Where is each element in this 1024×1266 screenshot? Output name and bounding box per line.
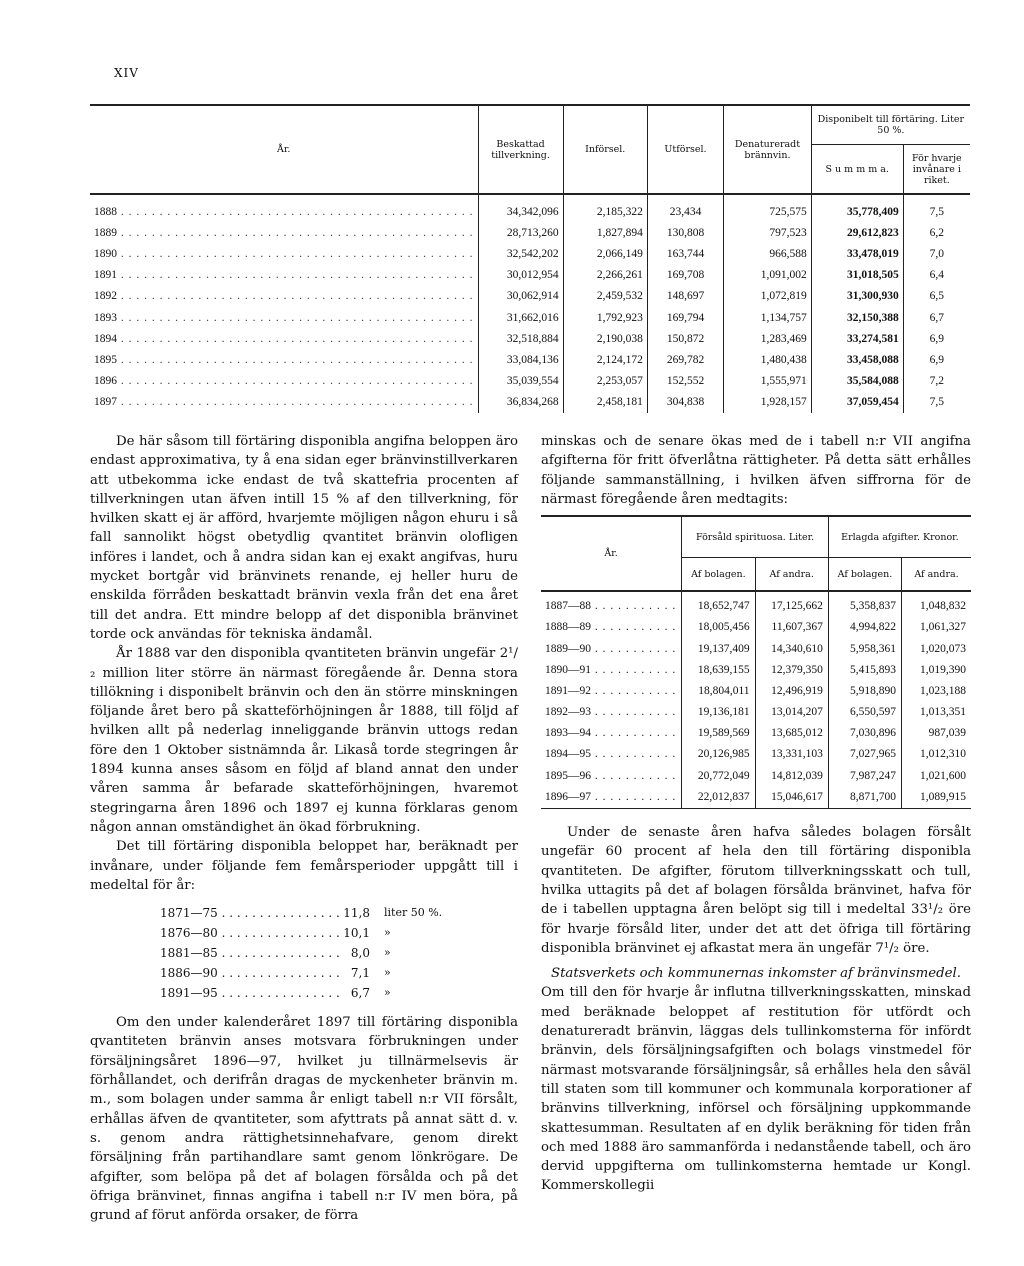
cell-taxed: 33,084,136 [478, 349, 563, 370]
cell-sold-other: 12,379,350 [755, 660, 828, 681]
cell-year: 1894—95 . . . [541, 745, 682, 766]
cell-sold-co: 19,136,181 [682, 702, 755, 723]
cell-fee-co: 7,030,896 [828, 723, 901, 744]
cell-per-capita: 6,7 [903, 307, 970, 328]
table-row [90, 265, 970, 286]
cell-export: 152,552 [647, 371, 723, 392]
cell-per-capita: 7,0 [903, 243, 970, 264]
sales-header-sold-other: Af andra. [755, 558, 828, 592]
cell-import: 2,190,038 [563, 328, 647, 349]
cell-export: 169,708 [647, 265, 723, 286]
right-column [541, 432, 971, 1196]
header-sum: S u m m m a. [811, 145, 903, 195]
cell-year: 1892 . . . [90, 286, 478, 307]
sales-header-fee-other: Af andra. [902, 558, 971, 592]
cell-fee-co: 4,994,822 [828, 617, 901, 638]
cell-sum: 32,150,388 [811, 307, 903, 328]
cell-import: 1,792,923 [563, 307, 647, 328]
period-unit: » [384, 986, 391, 1000]
cell-export: 163,744 [647, 243, 723, 264]
cell-fee-co: 5,358,837 [828, 591, 901, 617]
header-denatured: Denatureradt brännvin. [724, 105, 812, 194]
cell-taxed: 30,012,954 [478, 265, 563, 286]
header-per-capita: För hvarje invånare i riket. [903, 145, 970, 195]
table-row [541, 660, 971, 681]
cell-per-capita: 6,2 [903, 222, 970, 243]
cell-sold-co: 18,005,456 [682, 617, 755, 638]
cell-fee-co: 8,871,700 [828, 787, 901, 809]
cell-fee-other: 1,089,915 [902, 787, 971, 809]
table-row [541, 617, 971, 638]
cell-fee-co: 6,550,597 [828, 702, 901, 723]
cell-taxed: 34,342,096 [478, 194, 563, 222]
cell-sum: 33,478,019 [811, 243, 903, 264]
cell-year: 1887—88 . . . [541, 591, 682, 617]
period-period: 1881—85 . . . [160, 943, 340, 963]
sales-table [541, 515, 971, 809]
table-row [90, 222, 970, 243]
table-row [90, 194, 970, 222]
period-list [160, 903, 518, 1003]
period-value: 10,1 [343, 926, 370, 941]
cell-taxed: 32,518,884 [478, 328, 563, 349]
cell-year: 1891 . . . [90, 265, 478, 286]
period-period: 1871—75 . . . [160, 903, 340, 923]
cell-year: 1891—92 . . . [541, 681, 682, 702]
table-row [90, 349, 970, 370]
cell-sum: 31,300,930 [811, 286, 903, 307]
period-value: 11,8 [343, 906, 370, 921]
cell-export: 148,697 [647, 286, 723, 307]
cell-denatured: 1,555,971 [724, 371, 812, 392]
period-unit: » [384, 946, 391, 960]
paragraph: De här såsom till förtäring disponibla angifna beloppen äro endast approximativa, ty å ena sidan eger bränvinstillverkaren att utbekomma icke endast de två skattefria procenten af tillverkningen utan äfven intill 15 % af den tillverkning, för hvilken skatt ej är afförd, hvarjemte möjligen någon ehuru i så fall sannolikt högst obetydlig qvantitet bränvin olofligen införes i landet, och å andra sidan kan ej exakt angifvas, huru mycket bortgår vid bränvinets renande, ej heller huru de enskilda förråden beskattadt bränvin vexla från det ena året till det andra. Ett mindre belopp af det disponibla bränvinet torde ock användas för tekniska ändamål. [90, 434, 518, 642]
cell-fee-co: 7,027,965 [828, 745, 901, 766]
cell-import: 2,253,057 [563, 371, 647, 392]
cell-year: 1895 . . . [90, 349, 478, 370]
cell-import: 2,124,172 [563, 349, 647, 370]
cell-per-capita: 7,5 [903, 392, 970, 413]
cell-fee-co: 5,958,361 [828, 639, 901, 660]
cell-per-capita: 6,4 [903, 265, 970, 286]
period-unit: liter 50 %. [384, 906, 443, 920]
cell-export: 130,808 [647, 222, 723, 243]
left-column [90, 432, 518, 1225]
cell-taxed: 28,713,260 [478, 222, 563, 243]
header-import: Införsel. [563, 105, 647, 194]
paragraph: Det till förtäring disponibla beloppet har, beräknadt per invånare, under följande fem femårsperioder uppgått till i medeltal för år: [90, 839, 518, 893]
cell-denatured: 725,575 [724, 194, 812, 222]
cell-sold-other: 13,331,103 [755, 745, 828, 766]
paragraph: Under de senaste åren hafva således bolagen försålt ungefär 60 procent af hela den till förtäring disponibla qvantiteten. De afgifter, förutom tillverkningsskatt och tull, hvilka uttagits på det af bolagen försålda bränvinet, hafva för de i tabellen upptagna åren belöpt sig till i medeltal 33¹/₂ öre för hvarje försåld liter, under det att det öfriga till förtäring disponibla bränvinet ej afkastat mera än ungefär 7¹/₂ öre. [541, 825, 971, 956]
cell-fee-other: 1,020,073 [902, 639, 971, 660]
cell-fee-other: 1,023,188 [902, 681, 971, 702]
cell-year: 1889—90 . . . [541, 639, 682, 660]
cell-export: 269,782 [647, 349, 723, 370]
cell-year: 1896 . . . [90, 371, 478, 392]
page-number: XIV [114, 66, 139, 80]
cell-sold-other: 17,125,662 [755, 591, 828, 617]
cell-sold-other: 11,607,367 [755, 617, 828, 638]
table-row [541, 787, 971, 809]
cell-denatured: 1,283,469 [724, 328, 812, 349]
cell-per-capita: 7,2 [903, 371, 970, 392]
cell-taxed: 36,834,268 [478, 392, 563, 413]
paragraph: minskas och de senare ökas med de i tabell n:r VII angifna afgifterna för fritt öfverlåtna rättigheter. På detta sätt erhålles följande sammanställning, i hvilken äfven siffrorna för de närmast föregående åren medtagits: [541, 434, 971, 507]
cell-year: 1897 . . . [90, 392, 478, 413]
sales-header-fees: Erlagda afgifter. Kronor. [828, 516, 971, 558]
sales-header-year: År. [541, 516, 682, 591]
table-row [90, 243, 970, 264]
list-item [160, 943, 518, 963]
cell-year: 1889 . . . [90, 222, 478, 243]
cell-denatured: 1,134,757 [724, 307, 812, 328]
cell-sold-co: 20,126,985 [682, 745, 755, 766]
cell-denatured: 1,091,002 [724, 265, 812, 286]
header-available: Disponibelt till förtäring. Liter 50 %. [811, 105, 970, 145]
cell-export: 23,434 [647, 194, 723, 222]
section-subtitle: Statsverkets och kommunernas inkomster af bränvinsmedel. [550, 966, 962, 982]
list-item [160, 983, 518, 1003]
cell-denatured: 1,480,438 [724, 349, 812, 370]
cell-per-capita: 6,9 [903, 328, 970, 349]
cell-year: 1893—94 . . . [541, 723, 682, 744]
table-row [90, 307, 970, 328]
table-row [541, 591, 971, 617]
table-row [541, 723, 971, 744]
cell-sold-co: 19,589,569 [682, 723, 755, 744]
cell-fee-co: 5,918,890 [828, 681, 901, 702]
cell-fee-other: 1,061,327 [902, 617, 971, 638]
cell-taxed: 35,039,554 [478, 371, 563, 392]
cell-sold-other: 14,340,610 [755, 639, 828, 660]
table-row [541, 702, 971, 723]
cell-fee-other: 1,019,390 [902, 660, 971, 681]
paragraph: Om den under kalenderåret 1897 till förtäring disponibla qvantiteten bränvin anses motsvara förbrukningen under försäljningsåret 1896—97, hvilket ju tillnärmelsevis är förhållandet, och derifrån dragas de myckenheter bränvin m. m., som bolagen under samma år enligt tabell n:r VII försålt, erhållas äfven de qvantiteter, som afyttrats på annat sätt d. v. s. genom andra rättighetsinnehafvare, genom direkt försäljning från partihandlare samt genom lönkrögare. De afgifter, som belöpa på det af bolagen försålda och på det öfriga bränvinet, finnas angifna i tabell n:r IV men böra, på grund af förut anförda orsaker, de förra [90, 1015, 518, 1224]
cell-fee-other: 987,039 [902, 723, 971, 744]
cell-taxed: 31,662,016 [478, 307, 563, 328]
cell-year: 1890 . . . [90, 243, 478, 264]
cell-sum: 37,059,454 [811, 392, 903, 413]
cell-sold-co: 20,772,049 [682, 766, 755, 787]
cell-year: 1896—97 . . . [541, 787, 682, 809]
cell-per-capita: 6,5 [903, 286, 970, 307]
cell-taxed: 30,062,914 [478, 286, 563, 307]
table-row [90, 328, 970, 349]
cell-year: 1890—91 . . . [541, 660, 682, 681]
header-export: Utförsel. [647, 105, 723, 194]
cell-fee-other: 1,021,600 [902, 766, 971, 787]
cell-import: 2,066,149 [563, 243, 647, 264]
cell-sold-co: 18,652,747 [682, 591, 755, 617]
cell-export: 169,794 [647, 307, 723, 328]
cell-export: 150,872 [647, 328, 723, 349]
cell-denatured: 966,588 [724, 243, 812, 264]
cell-year: 1894 . . . [90, 328, 478, 349]
cell-import: 2,458,181 [563, 392, 647, 413]
cell-per-capita: 6,9 [903, 349, 970, 370]
cell-fee-other: 1,013,351 [902, 702, 971, 723]
period-period: 1876—80 . . . [160, 923, 340, 943]
list-item [160, 923, 518, 943]
period-unit: » [384, 966, 391, 980]
cell-sum: 29,612,823 [811, 222, 903, 243]
cell-sum: 33,458,088 [811, 349, 903, 370]
table-row [90, 371, 970, 392]
period-value: 6,7 [350, 986, 370, 1001]
table-row [90, 392, 970, 413]
cell-sold-other: 13,014,207 [755, 702, 828, 723]
cell-year: 1888—89 . . . [541, 617, 682, 638]
cell-year: 1888 . . . [90, 194, 478, 222]
cell-denatured: 797,523 [724, 222, 812, 243]
cell-fee-other: 1,012,310 [902, 745, 971, 766]
cell-sold-co: 18,804,011 [682, 681, 755, 702]
table-row [541, 766, 971, 787]
period-period: 1886—90 . . . [160, 963, 340, 983]
cell-sum: 35,778,409 [811, 194, 903, 222]
period-value: 8,0 [350, 946, 370, 961]
cell-sum: 33,274,581 [811, 328, 903, 349]
cell-sold-co: 22,012,837 [682, 787, 755, 809]
sales-header-fee-co: Af bolagen. [828, 558, 901, 592]
cell-denatured: 1,928,157 [724, 392, 812, 413]
sales-header-sold: Försåld spirituosa. Liter. [682, 516, 829, 558]
cell-taxed: 32,542,202 [478, 243, 563, 264]
header-year: År. [90, 105, 478, 194]
cell-import: 1,827,894 [563, 222, 647, 243]
table-row [541, 681, 971, 702]
cell-import: 2,266,261 [563, 265, 647, 286]
cell-fee-other: 1,048,832 [902, 591, 971, 617]
cell-fee-co: 7,987,247 [828, 766, 901, 787]
cell-sold-other: 13,685,012 [755, 723, 828, 744]
cell-fee-co: 5,415,893 [828, 660, 901, 681]
list-item [160, 963, 518, 983]
cell-sold-other: 12,496,919 [755, 681, 828, 702]
cell-sold-co: 18,639,155 [682, 660, 755, 681]
spirits-table [90, 104, 970, 413]
cell-sold-other: 15,046,617 [755, 787, 828, 809]
cell-sold-other: 14,812,039 [755, 766, 828, 787]
period-value: 7,1 [350, 966, 370, 981]
cell-denatured: 1,072,819 [724, 286, 812, 307]
list-item [160, 903, 518, 923]
cell-sum: 31,018,505 [811, 265, 903, 286]
paragraph: Om till den för hvarje år influtna tillverkningsskatten, minskad med beräknade beloppet af restitution för utfördt och denatureradt bränvin, läggas dels tullinkomsterna för infördt bränvin, dels försäljningsafgiften och bolags vinstmedel för närmast motsvarande försäljningsår, så erhålles hela den såväl till staten som till kommuner och kommunala korporationer af bränvins tillverkning, införsel och försäljning uppkommande skattesumman. Resultaten af en dylik beräkning för tiden från och med 1888 äro sammanförda i nedanstående tabell, och äro dervid uppgifterna om tullinkomsterna hemtade ur Kongl. Kommerskollegii [541, 985, 971, 1194]
period-period: 1891—95 . . . [160, 983, 340, 1003]
table-row [541, 639, 971, 660]
header-taxed: Beskattad tillverkning. [478, 105, 563, 194]
cell-export: 304,838 [647, 392, 723, 413]
cell-year: 1892—93 . . . [541, 702, 682, 723]
cell-import: 2,459,532 [563, 286, 647, 307]
cell-per-capita: 7,5 [903, 194, 970, 222]
period-unit: » [384, 926, 391, 940]
cell-sum: 35,584,088 [811, 371, 903, 392]
cell-sold-co: 19,137,409 [682, 639, 755, 660]
cell-import: 2,185,322 [563, 194, 647, 222]
sales-header-sold-co: Af bolagen. [682, 558, 755, 592]
table-row [541, 745, 971, 766]
paragraph: År 1888 var den disponibla qvantiteten bränvin ungefär 2¹/₂ million liter större än närmast föregående år. Denna stora tillökning i disponibelt bränvin och den än större minskningen följande året bero på skatteförhöjningen år 1888, till följd af hvilken allt på nederlag inneliggande bränvin uttogs redan före den 1 Oktober sistnämnda år. Likaså torde stegringen år 1894 kunna anses såsom en följd af bland annat den under våren samma år befarade skatteförhöjningen, hvaremot stegringarna åren 1896 och 1897 ej kunna förklaras genom någon annan omständighet än ökad förbrukning. [90, 646, 518, 835]
cell-year: 1893 . . . [90, 307, 478, 328]
cell-year: 1895—96 . . . [541, 766, 682, 787]
table-row [90, 286, 970, 307]
